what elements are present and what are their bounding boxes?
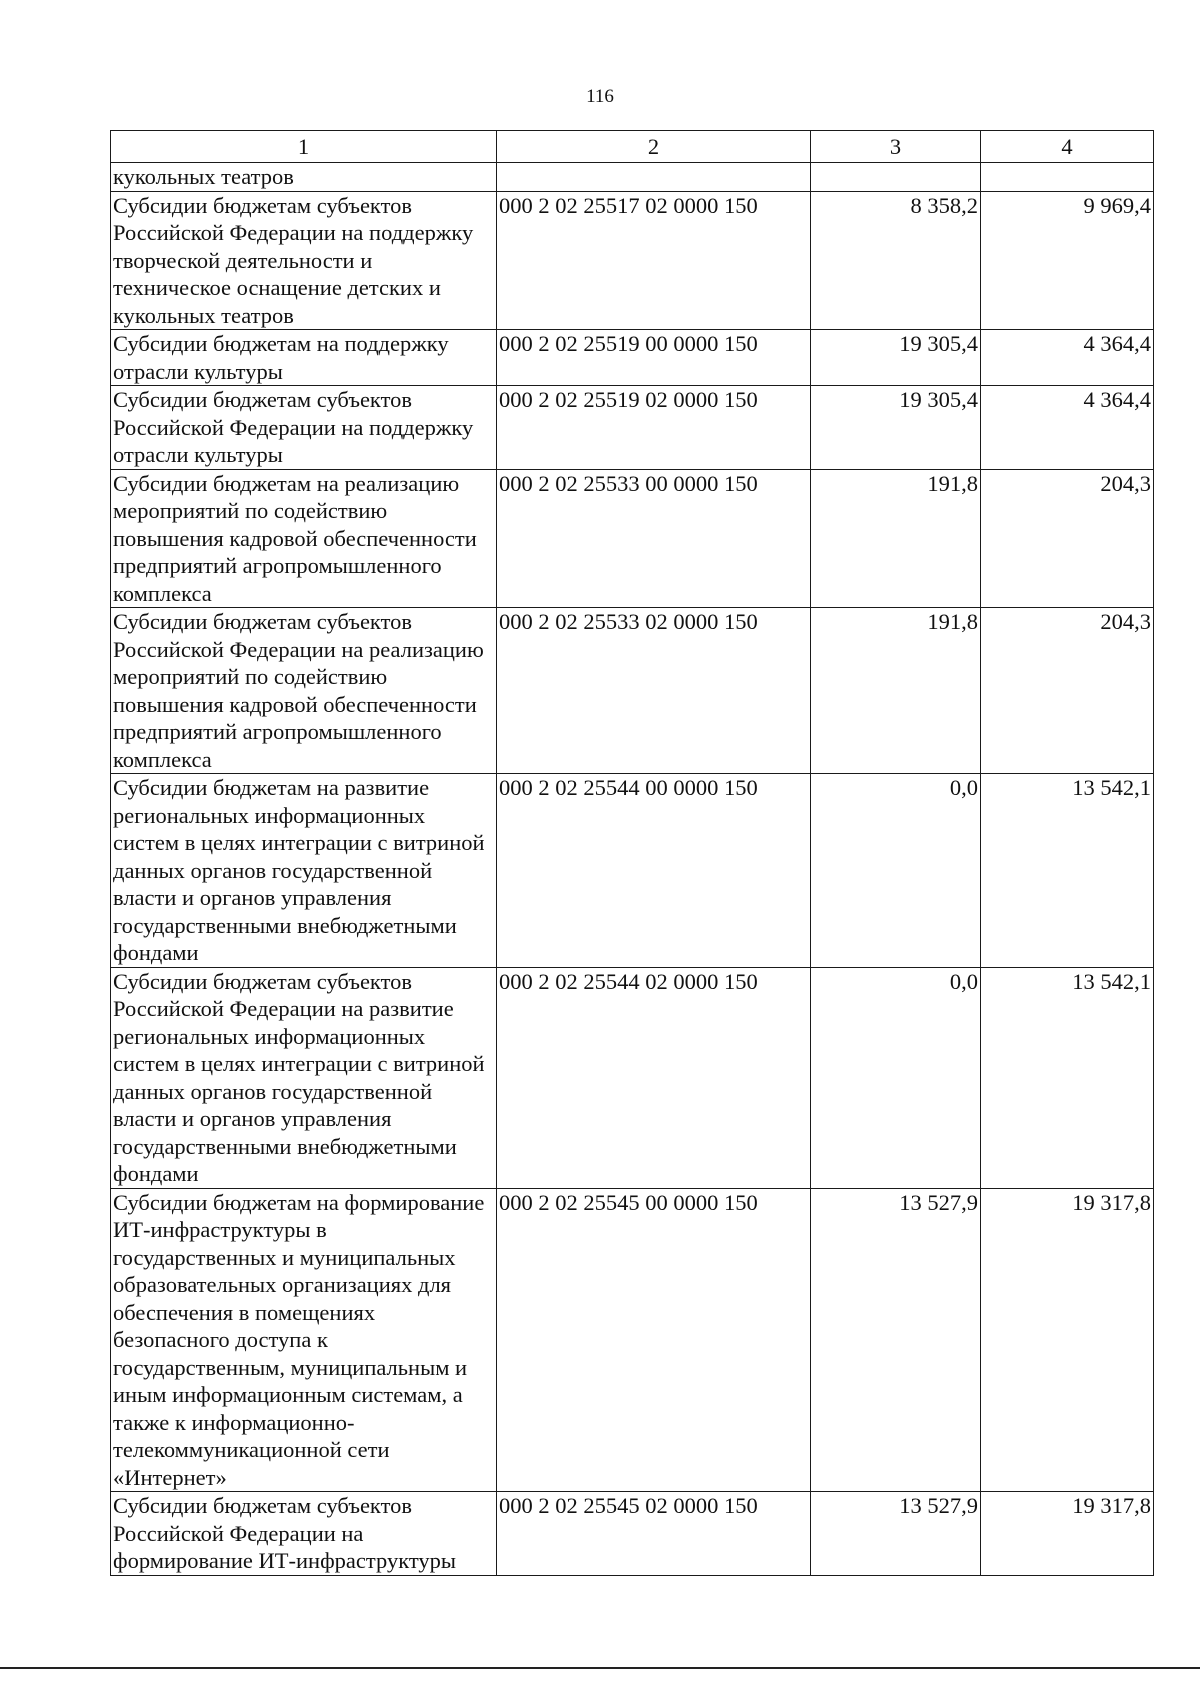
- row-code: 000 2 02 25545 00 0000 150: [497, 1188, 811, 1492]
- row-value-3: 191,8: [811, 608, 981, 774]
- row-value-3: 0,0: [811, 967, 981, 1188]
- row-name: Субсидии бюджетам на формирование ИТ-инфраструктуры в государственных и муниципальных образовательных организациях для обеспечения в помещениях безопасного доступа к государственным, муниципальным и иным информационным системам, а также к информационно-телекоммуникационной сети «Интернет»: [111, 1188, 497, 1492]
- row-name: Субсидии бюджетам субъектов Российской Федерации на развитие региональных информационных систем в целях интеграции с витриной данных органов государственной власти и органов управления государственными внебюджетными фондами: [111, 967, 497, 1188]
- row-value-4: 204,3: [981, 469, 1154, 608]
- table-row: [111, 191, 1154, 330]
- header-col-4: 4: [981, 131, 1154, 163]
- table-row: [111, 469, 1154, 608]
- row-code: 000 2 02 25533 00 0000 150: [497, 469, 811, 608]
- row-code: 000 2 02 25544 02 0000 150: [497, 967, 811, 1188]
- table-row: [111, 330, 1154, 386]
- row-value-3: 13 527,9: [811, 1188, 981, 1492]
- row-name: Субсидии бюджетам на развитие региональных информационных систем в целях интеграции с витриной данных органов государственной власти и органов управления государственными внебюджетными фондами: [111, 774, 497, 968]
- header-col-3: 3: [811, 131, 981, 163]
- row-value-4: 13 542,1: [981, 774, 1154, 968]
- row-value-4: 9 969,4: [981, 191, 1154, 330]
- row-code: 000 2 02 25519 00 0000 150: [497, 330, 811, 386]
- table-row: [111, 608, 1154, 774]
- row-name: Субсидии бюджетам субъектов Российской Федерации на формирование ИТ-инфраструктуры: [111, 1492, 497, 1576]
- row-value-4: 4 364,4: [981, 386, 1154, 470]
- row-name: Субсидии бюджетам субъектов Российской Федерации на поддержку творческой деятельности и техническое оснащение детских и кукольных театров: [111, 191, 497, 330]
- row-value-4: 13 542,1: [981, 967, 1154, 1188]
- row-value-4: 19 317,8: [981, 1188, 1154, 1492]
- row-value-4: 204,3: [981, 608, 1154, 774]
- row-value-3: 19 305,4: [811, 386, 981, 470]
- row-value-3: 0,0: [811, 774, 981, 968]
- table-row: [111, 1188, 1154, 1492]
- row-name: Субсидии бюджетам на поддержку отрасли культуры: [111, 330, 497, 386]
- header-row: [111, 131, 1154, 163]
- row-name: Субсидии бюджетам субъектов Российской Федерации на реализацию мероприятий по содействию повышения кадровой обеспеченности предприятий агропромышленного комплекса: [111, 608, 497, 774]
- page-number: 116: [586, 86, 614, 107]
- table-row: [111, 967, 1154, 1188]
- row-code: [497, 163, 811, 192]
- header-col-2: 2: [497, 131, 811, 163]
- row-value-4: 4 364,4: [981, 330, 1154, 386]
- row-code: 000 2 02 25533 02 0000 150: [497, 608, 811, 774]
- row-value-4: 19 317,8: [981, 1492, 1154, 1576]
- row-name: Субсидии бюджетам на реализацию мероприятий по содействию повышения кадровой обеспеченности предприятий агропромышленного комплекса: [111, 469, 497, 608]
- row-value-3: 8 358,2: [811, 191, 981, 330]
- row-code: 000 2 02 25517 02 0000 150: [497, 191, 811, 330]
- row-value-3: 191,8: [811, 469, 981, 608]
- row-value-4: [981, 163, 1154, 192]
- row-code: 000 2 02 25519 02 0000 150: [497, 386, 811, 470]
- row-value-3: 19 305,4: [811, 330, 981, 386]
- row-code: 000 2 02 25544 00 0000 150: [497, 774, 811, 968]
- budget-table: [110, 130, 1154, 1576]
- row-value-3: [811, 163, 981, 192]
- bottom-rule: [0, 1667, 1200, 1669]
- row-value-3: 13 527,9: [811, 1492, 981, 1576]
- row-name: кукольных театров: [111, 163, 497, 192]
- row-code: 000 2 02 25545 02 0000 150: [497, 1492, 811, 1576]
- table-row: [111, 1492, 1154, 1576]
- table-row: [111, 774, 1154, 968]
- header-col-1: 1: [111, 131, 497, 163]
- table-row: [111, 386, 1154, 470]
- table-row: [111, 163, 1154, 192]
- row-name: Субсидии бюджетам субъектов Российской Федерации на поддержку отрасли культуры: [111, 386, 497, 470]
